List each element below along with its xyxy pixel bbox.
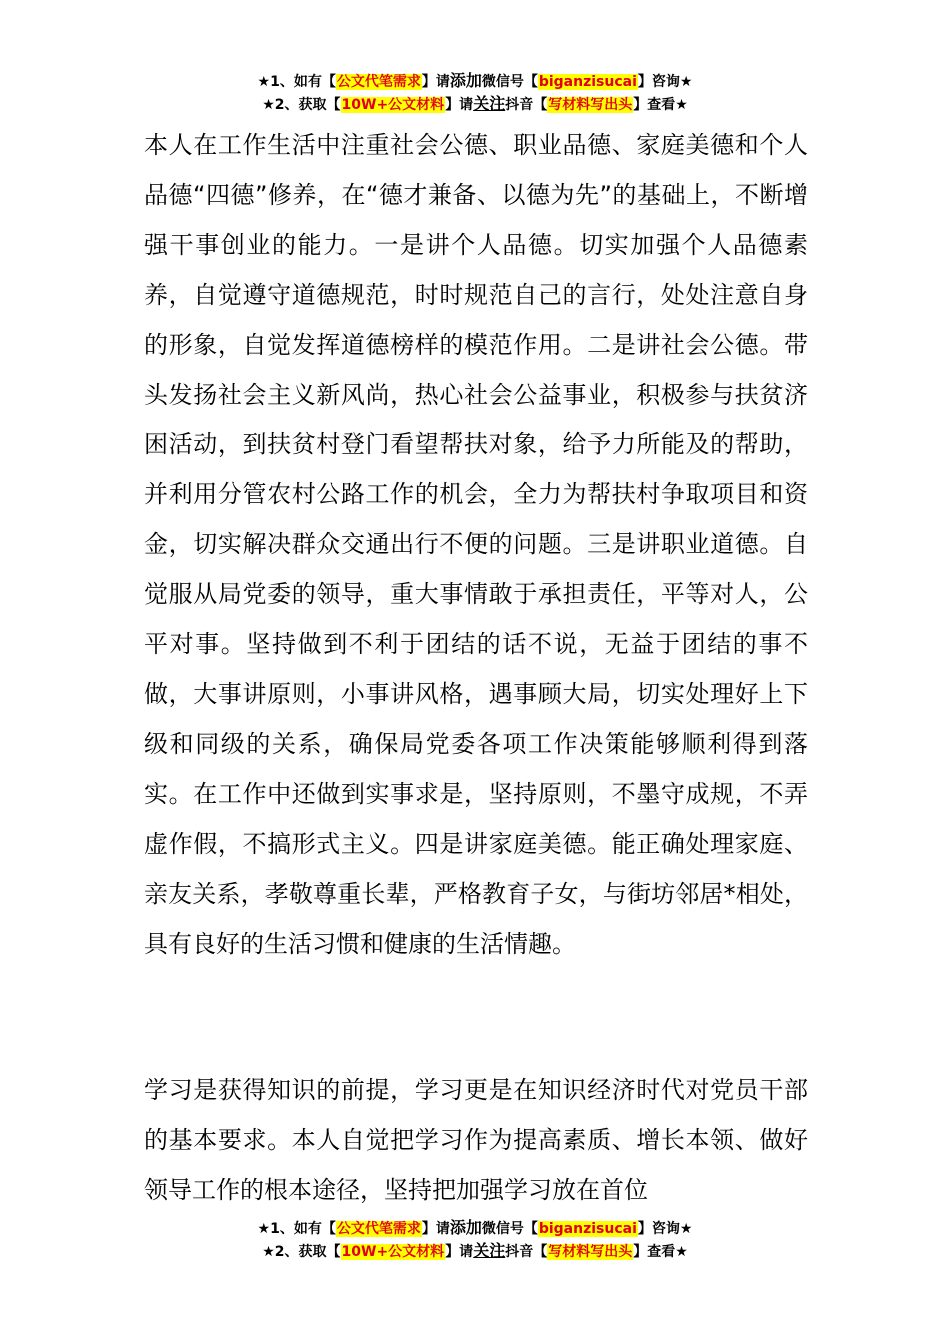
- promo-text: 抖音【: [505, 1244, 548, 1260]
- promo-footer-line-1: [0, 1217, 950, 1240]
- promo-text: 】咨询★: [637, 1221, 693, 1237]
- highlight-wechat-id: biganzisucai: [538, 74, 637, 90]
- highlight-service: 公文代笔需求: [336, 1221, 421, 1237]
- promo-emphasis: 关注: [473, 94, 506, 113]
- promo-text: ★2、获取【: [262, 97, 341, 113]
- promo-text: ★2、获取【: [262, 1244, 341, 1260]
- promo-text: ★1、如有【: [257, 74, 336, 90]
- promo-emphasis: 添加: [449, 1218, 482, 1237]
- promo-text: 】请: [421, 74, 450, 90]
- promo-text: 】请: [445, 97, 474, 113]
- highlight-materials: 10W+公文材料: [341, 97, 445, 113]
- highlight-douyin-account: 写材料写出头: [548, 97, 633, 113]
- promo-text: 微信号【: [481, 1221, 538, 1237]
- promo-header-line-1: [0, 70, 950, 93]
- highlight-wechat-id: biganzisucai: [538, 1221, 637, 1237]
- highlight-materials: 10W+公文材料: [341, 1244, 445, 1260]
- promo-header-line-2: [0, 93, 950, 116]
- body-paragraph-2: 学习是获得知识的前提，学习更是在知识经济时代对党员干部的基本要求。本人自觉把学习作为提高素质、增长本领、做好领导工作的根本途径，坚持把加强学习放在首位: [144, 1076, 808, 1204]
- promo-text: 】查看★: [633, 1244, 688, 1260]
- promo-text: 】咨询★: [637, 74, 693, 90]
- highlight-service: 公文代笔需求: [336, 74, 421, 90]
- promo-header: [0, 70, 950, 116]
- promo-text: ★1、如有【: [257, 1221, 336, 1237]
- promo-text: 抖音【: [505, 97, 548, 113]
- promo-text: 】查看★: [633, 97, 688, 113]
- promo-footer: [0, 1217, 950, 1263]
- promo-text: 】请: [445, 1244, 474, 1260]
- promo-text: 微信号【: [481, 74, 538, 90]
- promo-text: 】请: [421, 1221, 450, 1237]
- promo-emphasis: 添加: [449, 71, 482, 90]
- highlight-douyin-account: 写材料写出头: [548, 1244, 633, 1260]
- promo-emphasis: 关注: [473, 1241, 506, 1260]
- body-paragraph-1: 本人在工作生活中注重社会公德、职业品德、家庭美德和个人品德“四德”修养，在“德才兼备、以德为先”的基础上，不断增强干事创业的能力。一是讲个人品德。切实加强个人品德素养，自觉遵守道德规范，时时规范自己的言行，处处注意自身的形象，自觉发挥道德榜样的模范作用。二是讲社会公德。带头发扬社会主义新风尚，热心社会公益事业，积极参与扶贫济困活动，到扶贫村登门看望帮扶对象，给予力所能及的帮助，并利用分管农村公路工作的机会，全力为帮扶村争取项目和资金，切实解决群众交通出行不便的问题。三是讲职业道德。自觉服从局党委的领导，重大事情敢于承担责任，平等对人，公平对事。坚持做到不利于团结的话不说，无益于团结的事不做，大事讲原则，小事讲风格，遇事顾大局，切实处理好上下级和同级的关系，确保局党委各项工作决策能够顺利得到落实。在工作中还做到实事求是，坚持原则，不墨守成规，不弄虚作假，不搞形式主义。四是讲家庭美德。能正确处理家庭、亲友关系，孝敬尊重长辈，严格教育子女，与街坊邻居*相处，具有良好的生活习惯和健康的生活情趣。: [144, 131, 808, 958]
- promo-footer-line-2: [0, 1240, 950, 1263]
